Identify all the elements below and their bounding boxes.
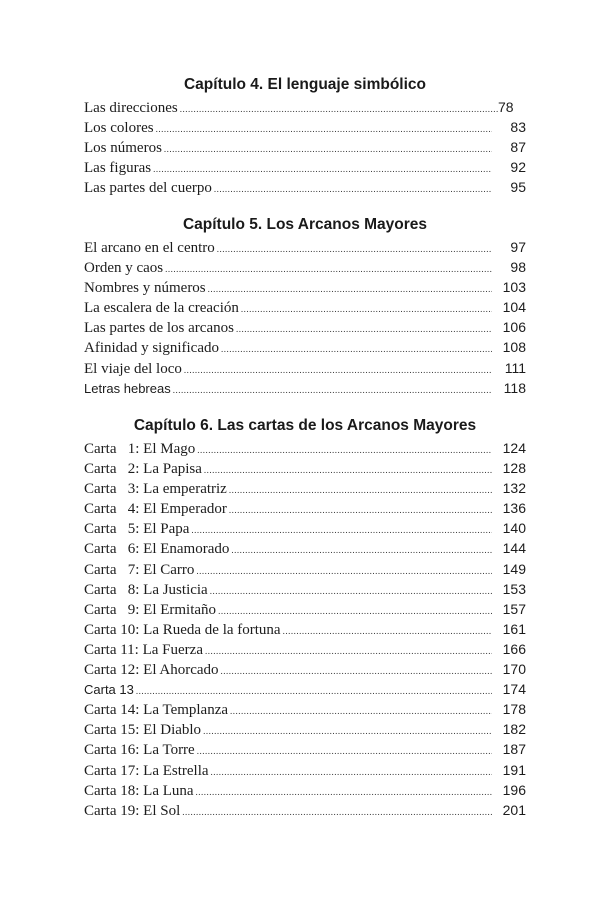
entry-label: Afinidad y significado	[84, 340, 219, 357]
entry-label: Carta 12: El Ahorcado	[84, 662, 219, 679]
chapter-5-section	[84, 214, 526, 398]
entry-page: 118	[503, 379, 526, 396]
entry-label: Carta 8: La Justicia	[84, 581, 208, 598]
entry-page: 178	[502, 701, 526, 718]
entry-label: Carta 18: La Luna	[84, 782, 194, 799]
dot-leader	[165, 259, 492, 279]
toc-entry	[84, 739, 526, 759]
dot-leader	[241, 299, 492, 319]
entry-page: 144	[502, 540, 526, 557]
entry-label: Carta 2: La Papisa	[84, 461, 202, 478]
entry-label: Los colores	[84, 120, 154, 137]
entry-page: 111	[504, 359, 526, 376]
dot-leader	[164, 139, 492, 159]
entry-page: 103	[502, 279, 526, 296]
entry-label: Carta 7: El Carro	[84, 561, 195, 578]
toc-entry	[84, 679, 526, 699]
entry-page: 153	[502, 580, 526, 597]
toc-entry	[84, 157, 526, 177]
entry-page: 83	[510, 119, 526, 136]
entry-label: Carta 17: La Estrella	[84, 762, 209, 779]
dot-leader	[236, 319, 492, 339]
entry-page: 166	[502, 640, 526, 657]
entry-label: Carta 3: La emperatriz	[84, 481, 227, 498]
dot-leader	[217, 239, 492, 259]
dot-leader	[197, 440, 492, 460]
chapter-4-section	[84, 74, 526, 197]
entry-label: Carta 15: El Diablo	[84, 722, 202, 739]
toc-entry	[84, 559, 526, 579]
toc-entry	[84, 599, 526, 619]
entry-label: Carta 10: La Rueda de la fortuna	[84, 621, 281, 638]
entry-page: 191	[502, 761, 526, 778]
dot-leader	[204, 460, 492, 480]
toc-entry	[84, 358, 526, 378]
toc-entry	[84, 478, 526, 498]
dot-leader	[197, 741, 492, 761]
dot-leader	[231, 540, 492, 560]
toc-entry	[84, 438, 526, 458]
toc-entry	[84, 659, 526, 679]
toc-entry	[84, 317, 526, 337]
toc-entry	[84, 237, 526, 257]
entry-label: Carta 1: El Mago	[84, 441, 196, 457]
toc-entry	[84, 297, 526, 317]
toc-entry	[84, 719, 526, 739]
dot-leader	[180, 99, 498, 119]
dot-leader	[196, 782, 492, 802]
entry-page: 106	[502, 319, 526, 336]
toc-entry	[84, 337, 526, 357]
dot-leader	[205, 641, 492, 661]
entry-label: Carta 4: El Emperador	[84, 501, 227, 518]
entry-label: Carta 11: La Fuerza	[84, 641, 203, 658]
toc-entry	[84, 518, 526, 538]
toc-entry	[84, 177, 526, 197]
entry-label: Carta 14: La Templanza	[84, 702, 229, 719]
toc-entry	[84, 137, 526, 157]
toc-entry	[84, 498, 526, 518]
toc-entry	[84, 780, 526, 800]
toc-entry	[84, 538, 526, 558]
dot-leader	[210, 581, 492, 601]
toc-entry	[84, 458, 526, 478]
entry-label: Las partes del cuerpo	[84, 180, 212, 197]
entry-page: 196	[502, 781, 526, 798]
dot-leader	[211, 762, 492, 782]
entry-page: 104	[502, 299, 526, 316]
dot-leader	[136, 681, 492, 701]
entry-page: 136	[502, 500, 526, 517]
dot-leader	[214, 179, 492, 199]
entry-page: 108	[502, 339, 526, 356]
dot-leader	[153, 159, 492, 179]
dot-leader	[182, 802, 492, 822]
entry-page: 140	[502, 520, 526, 537]
dot-leader	[221, 339, 492, 359]
entry-label: Carta 6: El Enamorado	[84, 541, 230, 558]
entry-page: 132	[502, 480, 526, 497]
dot-leader	[156, 119, 492, 139]
dot-leader	[221, 661, 492, 681]
entry-label: La escalera de la creación	[84, 300, 239, 317]
toc-entry	[84, 699, 526, 719]
entry-label: Carta 13	[84, 682, 134, 698]
toc-entry	[84, 97, 526, 117]
entry-label: Carta 9: El Ermitaño	[84, 601, 217, 618]
toc-entry	[84, 378, 526, 398]
toc-entry	[84, 257, 526, 277]
entry-page: 98	[510, 259, 526, 276]
entry-page: 174	[502, 681, 526, 698]
entry-label: Los números	[84, 140, 162, 157]
toc-entry	[84, 277, 526, 297]
chapter-6-title: Capítulo 6. Las cartas de los Arcanos Mayores	[133, 417, 477, 434]
dot-leader	[184, 360, 492, 380]
dot-leader	[208, 279, 492, 299]
dot-leader	[173, 380, 492, 400]
entry-page: 157	[502, 600, 526, 617]
chapter-5-title: Capítulo 5. Los Arcanos Mayores	[182, 216, 428, 233]
entry-page: 187	[502, 741, 526, 758]
dot-leader	[283, 621, 492, 641]
entry-label: Nombres y números	[84, 280, 206, 297]
chapter-6-section	[84, 415, 526, 820]
entry-page: 161	[502, 620, 526, 637]
dot-leader	[230, 701, 492, 721]
entry-page: 201	[502, 801, 526, 818]
entry-label: Letras hebreas	[84, 380, 171, 396]
entry-label: Carta 19: El Sol	[84, 802, 181, 819]
entry-label: Orden y caos	[84, 260, 164, 277]
chapter-4-title: Capítulo 4. El lenguaje simbólico	[183, 76, 426, 93]
toc-entry	[84, 619, 526, 639]
dot-leader	[229, 500, 492, 520]
dot-leader	[191, 520, 492, 540]
entry-page: 170	[502, 661, 526, 678]
entry-label: El arcano en el centro	[84, 240, 215, 256]
dot-leader	[196, 561, 492, 581]
entry-label: Carta 5: El Papa	[84, 521, 190, 538]
dot-leader	[203, 721, 492, 741]
entry-page: 124	[502, 440, 526, 456]
entry-label: Carta 16: La Torre	[84, 742, 195, 759]
entry-label: Las direcciones	[84, 100, 178, 116]
toc-entry	[84, 760, 526, 780]
entry-page: 87	[510, 139, 526, 156]
entry-page: 78	[498, 99, 514, 115]
toc-entry	[84, 579, 526, 599]
toc-entry	[84, 639, 526, 659]
entry-page: 128	[502, 460, 526, 477]
entry-label: Las figuras	[84, 160, 152, 177]
dot-leader	[218, 601, 492, 621]
toc-entry	[84, 800, 526, 820]
entry-page: 182	[502, 721, 526, 738]
dot-leader	[229, 480, 492, 500]
entry-label: El viaje del loco	[84, 360, 182, 377]
entry-page: 97	[510, 239, 526, 255]
entry-page: 92	[510, 159, 526, 176]
entry-page: 149	[502, 560, 526, 577]
entry-label: Las partes de los arcanos	[84, 320, 234, 337]
toc-entry	[84, 117, 526, 137]
entry-page: 95	[510, 179, 526, 196]
